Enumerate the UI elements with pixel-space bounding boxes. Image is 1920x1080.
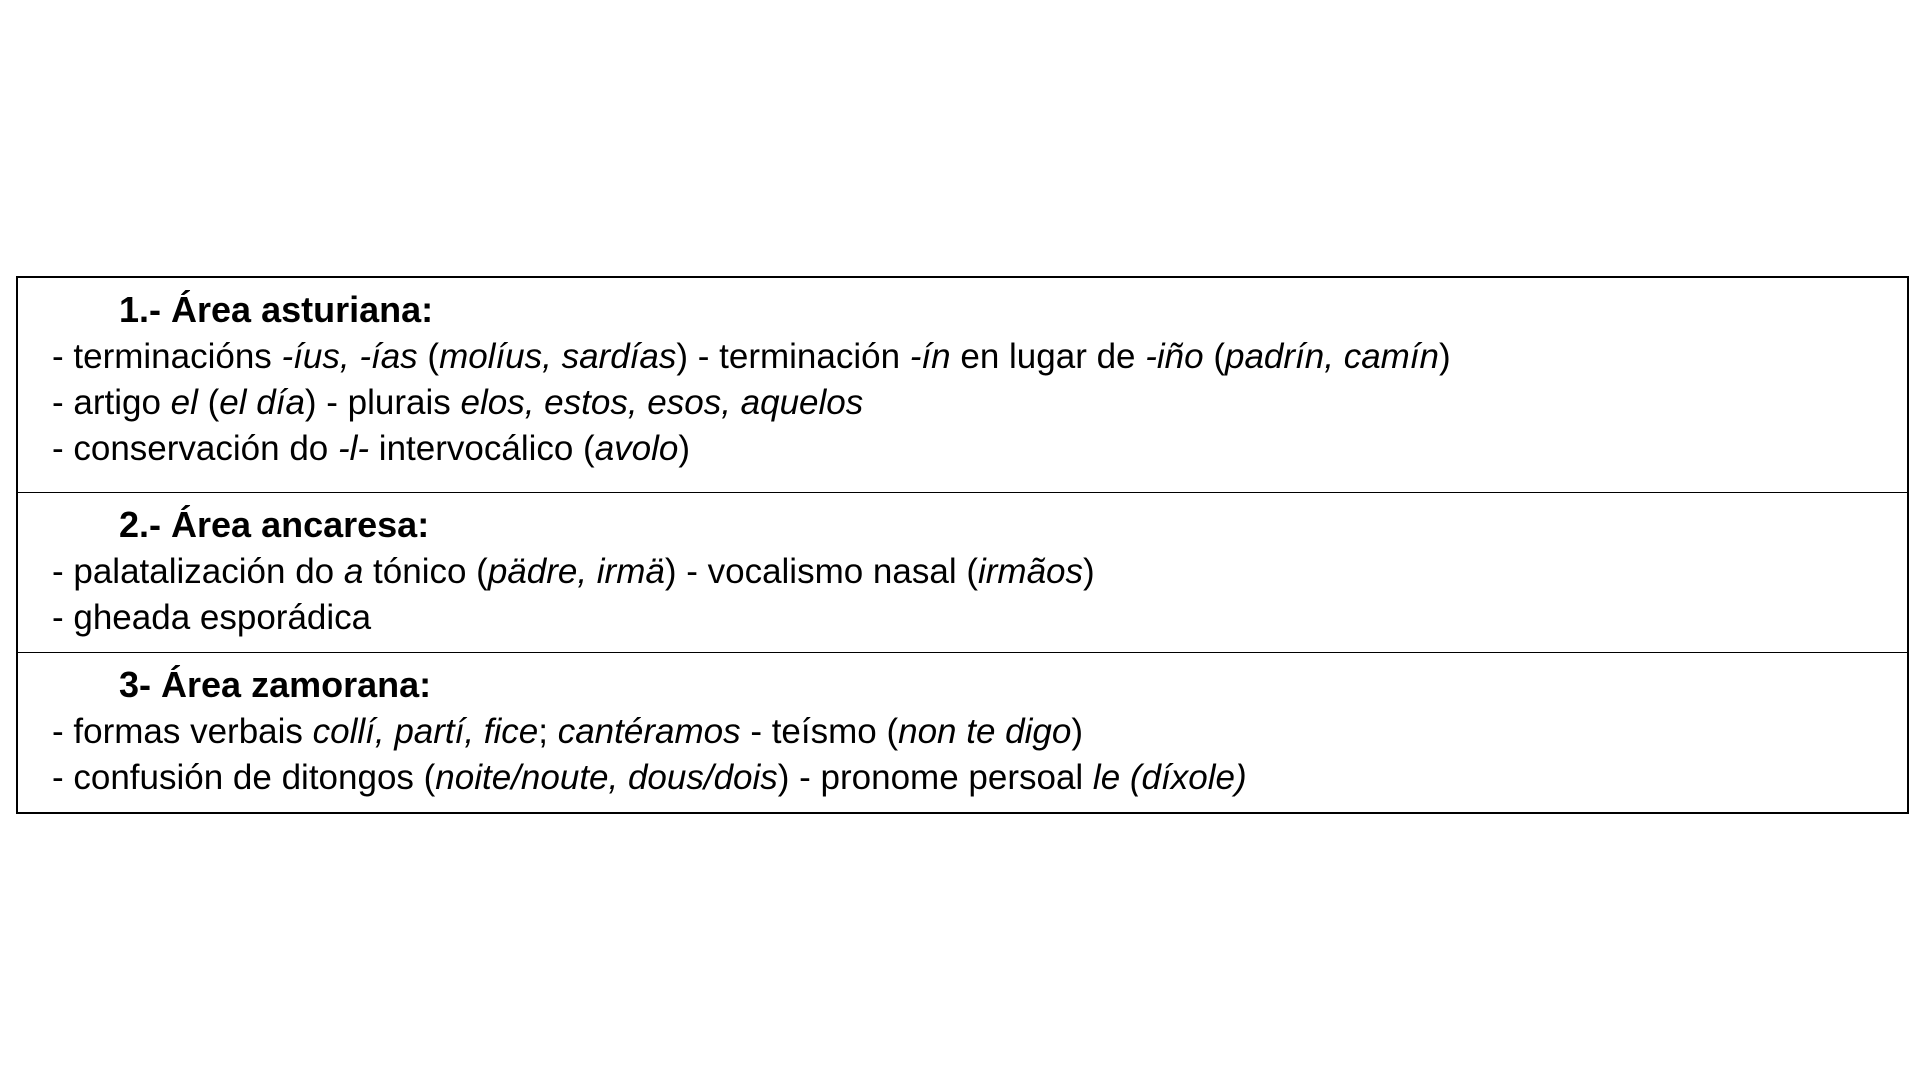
feature-text: - palatalización do xyxy=(52,552,344,591)
example-text: avolo xyxy=(594,429,679,468)
feature-line xyxy=(52,549,1907,595)
feature-text: ; xyxy=(538,712,558,751)
dialect-areas-table xyxy=(16,276,1909,814)
feature-text: ( xyxy=(197,383,220,422)
section-lines xyxy=(52,328,1907,472)
feature-text: ) - plurais xyxy=(304,383,461,422)
feature-text: ( xyxy=(1203,337,1225,376)
feature-text: - artigo xyxy=(52,383,171,422)
section-lines xyxy=(52,543,1907,641)
example-text: -íus, -ías xyxy=(281,337,418,376)
section-heading: 2.- Área ancaresa: xyxy=(119,504,430,545)
example-text: cantéramos xyxy=(557,712,741,751)
feature-text: tónico ( xyxy=(363,552,488,591)
example-text: -ín xyxy=(909,337,951,376)
section-zamora-area xyxy=(18,653,1907,812)
example-text: noite/noute, dous/dois xyxy=(435,758,778,797)
example-text: elos, estos, esos, aquelos xyxy=(460,383,864,422)
feature-line xyxy=(52,595,1907,641)
example-text: el día xyxy=(219,383,305,422)
feature-line xyxy=(52,426,1907,472)
example-text: le (díxole) xyxy=(1092,758,1247,797)
section-lines xyxy=(52,703,1907,801)
section-ancares-area xyxy=(18,493,1907,653)
feature-line xyxy=(52,709,1907,755)
feature-text: ) - vocalismo nasal ( xyxy=(664,552,978,591)
feature-line xyxy=(52,380,1907,426)
feature-text: ) xyxy=(678,429,691,468)
feature-text: ) xyxy=(1083,552,1095,591)
example-text: irmãos xyxy=(977,552,1084,591)
feature-text: - confusión de ditongos ( xyxy=(52,758,436,797)
feature-text: ) - terminación xyxy=(676,337,910,376)
feature-text: ) xyxy=(1439,337,1451,376)
feature-text: en lugar de xyxy=(950,337,1146,376)
feature-line xyxy=(52,755,1907,801)
example-text: el xyxy=(170,383,198,422)
example-text: -l- xyxy=(337,429,370,468)
section-heading: 3- Área zamorana: xyxy=(119,664,432,705)
feature-text: ) xyxy=(1071,712,1083,751)
section-heading: 1.- Área asturiana: xyxy=(119,289,434,330)
section-asturian-area xyxy=(18,278,1907,493)
example-text: collí, partí, fice xyxy=(312,712,539,751)
feature-line xyxy=(52,334,1907,380)
example-text: padrín, camín xyxy=(1225,337,1439,376)
feature-text: ) - pronome persoal xyxy=(777,758,1093,797)
feature-text: - conservación do xyxy=(52,429,338,468)
feature-text: - formas verbais xyxy=(52,712,313,751)
example-text: a xyxy=(343,552,364,591)
feature-text: - gheada esporádica xyxy=(52,598,372,637)
example-text: non te digo xyxy=(898,712,1072,751)
example-text: -iño xyxy=(1145,337,1204,376)
example-text: pädre, irmä xyxy=(487,552,665,591)
feature-text: intervocálico ( xyxy=(369,429,595,468)
feature-text: ( xyxy=(417,337,440,376)
feature-text: - teísmo ( xyxy=(740,712,899,751)
example-text: molíus, sardías xyxy=(439,337,677,376)
feature-text: - terminacións xyxy=(52,337,282,376)
